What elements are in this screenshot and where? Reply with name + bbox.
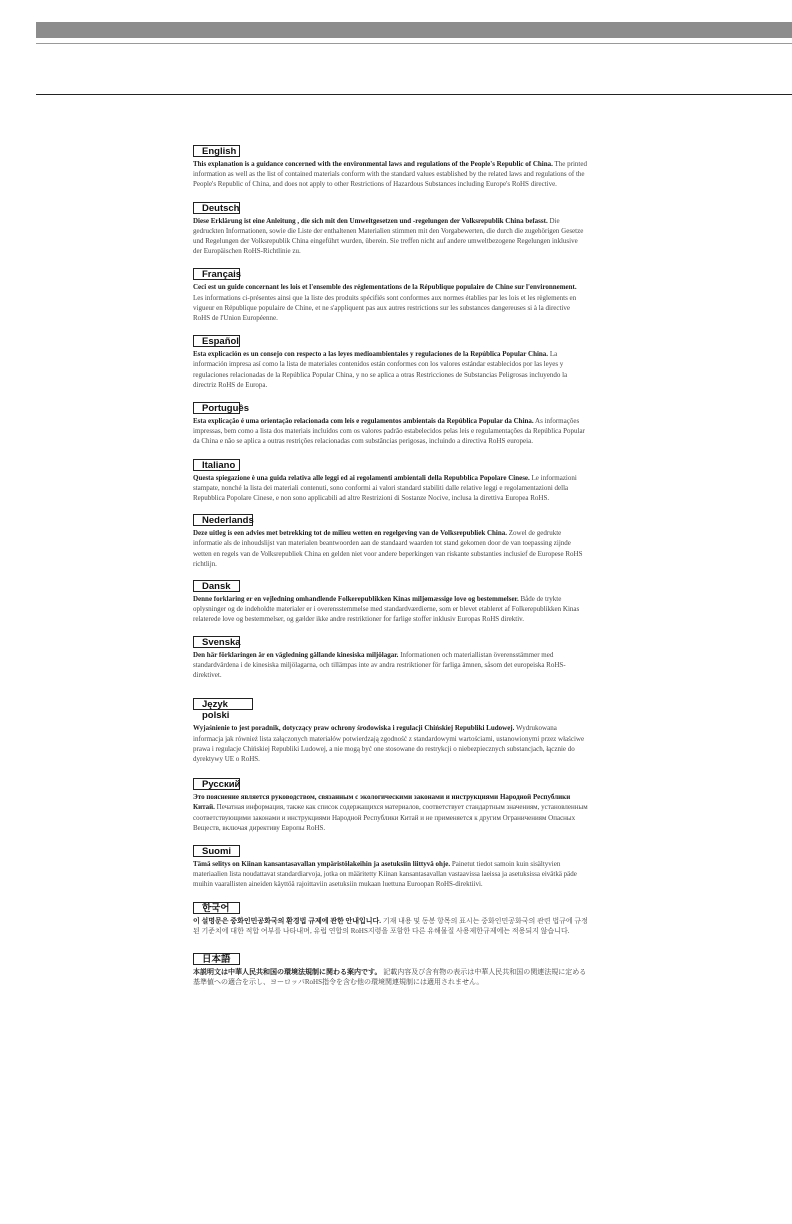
notice-lead: Wyjaśnienie to jest poradnik, dotyczący praw ochrony środowiska i regulacji Chińskiej Republiki Ludowej.	[193, 724, 515, 733]
section-english	[193, 141, 588, 190]
notice-body: Informationen och materiallistan överensstämmer med standardvärdena i de kinesiska miljölagarna, och tillämpas inte av andra restriktioner för farliga ämnen, såsom det europeiska RoHS-direktivet.	[193, 650, 566, 680]
language-label: Русский	[193, 778, 240, 790]
notice-lead: Questa spiegazione è una guida relativa alle leggi ed ai regolamenti ambientali della Repubblica Popolare Cinese.	[193, 473, 530, 482]
notice-body: Печатная информация, также как список содержащихся материалов, соответствует стандартным значениям, установленным соответствующими законами и инструкциями Народной Республики Китай и не применяется к другим Ограничениям Опасных Веществ, включая директиву Европы RoHS.	[193, 803, 588, 832]
notice-text	[193, 723, 588, 764]
header-divider	[36, 94, 792, 95]
notice-lead: 이 설명문은 중화인민공화국의 환경법 규제에 관한 안내입니다.	[193, 916, 382, 925]
notice-lead: Это пояснение является руководством, связанным с экологическими законами и инструкциями Народной Республики Китай.	[193, 793, 571, 812]
notice-text	[193, 650, 588, 681]
notice-body: As informações impressas, bem como a lista dos materiais incluídos com os valores padrão estabelecidos pelas leis e regulamentações da República Popular da China e não se aplica a outras restrições relacionadas com substâncias perigosas, incluindo a directiva RoHS europeia.	[193, 417, 585, 446]
notice-text	[193, 416, 588, 447]
notice-body: 記載内容及び含有物の表示は中華人民共和国の関連法規に定める基準値への適合を示し、ヨーロッパRoHS指令を含む他の環境関連規制には適用されません。	[193, 967, 587, 987]
language-label: Dansk	[193, 580, 240, 592]
notice-text	[193, 216, 588, 257]
notice-text	[193, 594, 588, 625]
section-korean	[193, 898, 588, 936]
notice-lead: Esta explicação é uma orientação relacionada com leis e regulamentos ambientais da República Popular da China.	[193, 417, 534, 426]
notice-lead: Deze uitleg is een advies met betrekking tot de milieu wetten en regelgeving van de Volksrepubliek China.	[193, 529, 508, 538]
notice-body: 기재 내용 및 동봉 항목의 표시는 중화인민공화국의 관련 법규에 규정된 기준치에 대한 적합 여부를 나타내며, 유럽 연합의 RoHS지령을 포함한 다른 유해물질 사용제한규제에는 적용되지 않습니다.	[193, 916, 588, 935]
section-russkiy	[193, 774, 588, 833]
section-japanese	[193, 949, 588, 987]
language-label: Nederlands	[193, 514, 253, 526]
notice-text	[193, 473, 588, 504]
notice-lead: Ceci est un guide concernant les lois et l'ensemble des réglementations de la République populaire de Chine sur l'environnement.	[193, 283, 577, 292]
language-label: Język polski	[193, 698, 253, 710]
section-suomi	[193, 841, 588, 890]
notice-body: Både de trykte oplysninger og de indeholdte materialer er i overensstemmelse med standardværdierne, som er blevet etableret af Folkerepublikken Kinas relaterede love og bestemmelser, og gælder ikke andre restriktioner for farlige stoffer inklusiv Europas RoHS direktiv.	[193, 595, 580, 624]
notice-body: Die gedruckten Informationen, sowie die Liste der enthaltenen Materialien stimmen mit den Vorgabewerten, die durch die zugehörigen Gesetze und Regelungen der Volksrepublik China eingeführt wurden, überein. Sie treffen nicht auf andere umweltbezogene Regelungen inklusive der Europäischen RoHS-Richtlinie zu.	[193, 216, 584, 256]
notice-lead: Tämä selitys on Kiinan kansantasavallan ympäristölakeihin ja asetuksiin liittyvä ohje.	[193, 859, 451, 868]
notice-body: Wydrukowana informacja jak również lista załączonych materiałów potwierdzają zgodność z standardowymi wartościami, ustanowionymi przez właściwe prawa i regulacje Chińskiej Republiki Ludowej, a nie mogą być one stosowane do restrykcji o niebezpiecznych substancjach, łącznie do dyrektywy UE o RoHS.	[193, 724, 585, 763]
language-label: Svenska	[193, 636, 240, 648]
language-label: Português	[193, 402, 240, 414]
section-italiano	[193, 455, 588, 504]
section-svenska	[193, 632, 588, 681]
notice-lead: Esta explicación es un consejo con respecto a las leyes medioambientales y regulaciones de la República Popular China.	[193, 350, 549, 359]
notice-lead: 本説明文は中華人民共和国の環境法規制に関わる案内です。	[193, 967, 382, 976]
notice-text	[193, 282, 588, 323]
notice-text	[193, 159, 588, 190]
section-portugues	[193, 398, 588, 447]
notice-lead: Den här förklaringen är en vägledning gällande kinesiska miljölagar.	[193, 650, 399, 659]
notice-text	[193, 528, 588, 569]
notice-body: The printed information as well as the list of contained materials conform with the standard values established by the related laws and regulations of the People's Republic of China, and does not apply to other Restrictions of Hazardous Substances including Europe's RoHS directive.	[193, 160, 587, 189]
notice-body: Zowel de gedrukte informatie als de inhoudslijst van materialen beantwoorden aan de standaard waarden tot stand gekomen door de van toepassing zijnde wetten en regels van de Volksrepubliek China en gelden niet voor andere beperkingen van riskante substanties inclusief de Europese RoHS richtlijn.	[193, 529, 583, 568]
language-label: Deutsch	[193, 202, 240, 214]
section-nederlands	[193, 510, 588, 569]
notice-text	[193, 792, 588, 833]
header-bar	[36, 22, 792, 38]
section-francais	[193, 264, 588, 323]
notice-text	[193, 916, 588, 936]
language-label: Italiano	[193, 459, 240, 471]
language-label: Suomi	[193, 845, 240, 857]
notice-text	[193, 859, 588, 890]
header-rule	[36, 43, 792, 44]
multilingual-notice	[193, 141, 588, 987]
notice-lead: This explanation is a guidance concerned with the environmental laws and regulations of the People's Republic of China.	[193, 160, 553, 168]
language-label: 日本語	[193, 953, 240, 965]
language-label: English	[193, 145, 240, 157]
section-dansk	[193, 576, 588, 625]
section-espanol	[193, 331, 588, 390]
section-polski	[193, 698, 588, 764]
section-deutsch	[193, 198, 588, 257]
notice-body: La información impresa así como la lista de materiales contenidos están conformes con los valores estándar establecidos por las leyes y regulaciones relacionadas de la República Popular China, y no se aplica a otras Restricciones de Substancias Peligrosas incluyendo la directriz RoHS de Europa.	[193, 350, 568, 389]
notice-lead: Diese Erklärung ist eine Anleitung , die sich mit den Umweltgesetzen und -regelungen der Volksrepublik China befasst.	[193, 216, 548, 225]
language-label: Français	[193, 268, 240, 280]
notice-text	[193, 349, 588, 390]
notice-lead: Denne forklaring er en vejledning omhandlende Folkerepublikken Kinas miljømæssige love og bestemmelser.	[193, 595, 519, 604]
notice-body: Les informations ci-présentes ainsi que la liste des produits spécifiés sont conformes aux normes établies par les lois et les règlements en vigueur en République populaire de Chine, et ne s'appliquent pas aux autres restrictions sur les substances dangereuses si à la directive RoHS de l'Union Européenne.	[193, 293, 577, 323]
notice-text	[193, 967, 588, 987]
language-label: 한국어	[193, 902, 240, 914]
notice-body: Le informazioni stampate, nonché la lista dei materiali contenuti, sono conformi ai valori standard stabiliti dalle relative leggi e regolamentazioni della Repubblica Popolare Cinese, e non sono applicabili ad altre Restrizioni di Sostanze Nocive, inclusa la direttiva Europea RoHS.	[193, 473, 577, 503]
notice-body: Painetut tiedot samoin kuin sisältyvien materiaalien lista noudattavat standardiarvoja, jotka on määritetty Kiinan kansantasavallan vastaavissa laeissa ja asetuksissa eivätkä päde muihin vaarallisten aineiden käyttöä rajoittaviin asetuksiin mukaan luettuna Euroopan RoHS-direktiivi.	[193, 859, 577, 889]
language-label: Español	[193, 335, 240, 347]
